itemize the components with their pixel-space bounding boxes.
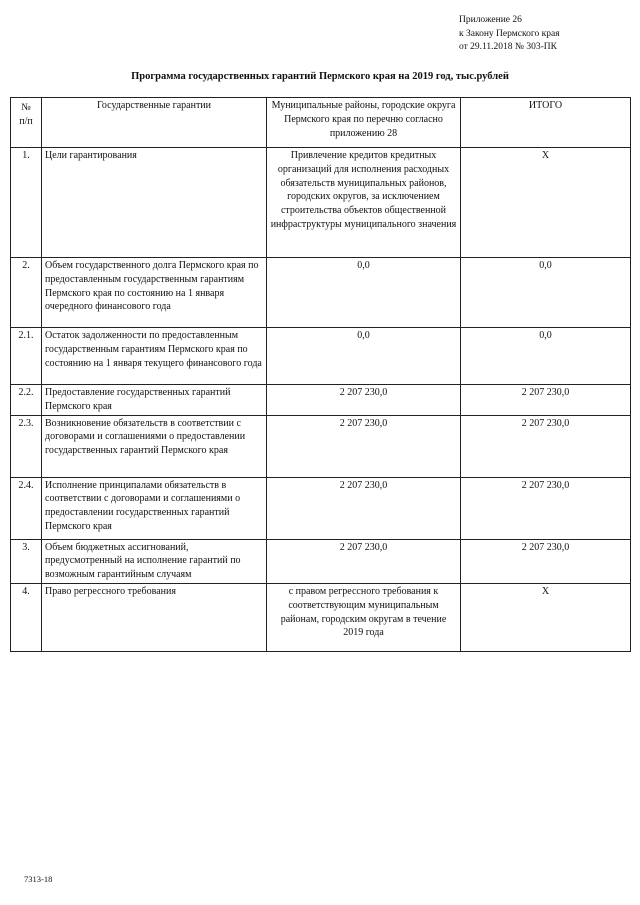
row-municipal: 2 207 230,0 bbox=[267, 539, 461, 583]
row-desc: Предоставление государственных гарантий Пермского края bbox=[42, 385, 267, 416]
table-row bbox=[11, 583, 631, 651]
row-total: Х bbox=[461, 583, 631, 651]
row-desc: Объем государственного долга Пермского края по предоставленным государственным гарантиям Пермского края по состоянию на 1 января очередного финансового года bbox=[42, 258, 267, 328]
row-municipal: 0,0 bbox=[267, 258, 461, 328]
table-row bbox=[11, 148, 631, 258]
table-row bbox=[11, 385, 631, 416]
row-total: 0,0 bbox=[461, 258, 631, 328]
appendix-line-1: Приложение 26 bbox=[459, 15, 522, 25]
row-num: 2.3. bbox=[11, 415, 42, 477]
row-total: 2 207 230,0 bbox=[461, 477, 631, 539]
row-municipal: 0,0 bbox=[267, 328, 461, 385]
document-code: 7313-18 bbox=[24, 874, 53, 884]
row-municipal: 2 207 230,0 bbox=[267, 415, 461, 477]
row-num: 1. bbox=[11, 148, 42, 258]
row-num: 4. bbox=[11, 583, 42, 651]
header-num: № п/п bbox=[11, 98, 42, 148]
header-total: ИТОГО bbox=[461, 98, 631, 148]
row-total: Х bbox=[461, 148, 631, 258]
row-total: 0,0 bbox=[461, 328, 631, 385]
row-desc: Возникновение обязательств в соответствии с договорами и соглашениями о предоставлении государственных гарантий Пермского края bbox=[42, 415, 267, 477]
table-row bbox=[11, 258, 631, 328]
row-num: 2.1. bbox=[11, 328, 42, 385]
row-desc: Право регрессного требования bbox=[42, 583, 267, 651]
table-row bbox=[11, 477, 631, 539]
row-total: 2 207 230,0 bbox=[461, 415, 631, 477]
row-desc: Объем бюджетных ассигнований, предусмотренный на исполнение гарантий по возможным гарантийным случаям bbox=[42, 539, 267, 583]
appendix-line-2: к Закону Пермского края bbox=[459, 28, 560, 39]
row-municipal: 2 207 230,0 bbox=[267, 385, 461, 416]
row-num: 2.2. bbox=[11, 385, 42, 416]
header-guarantees: Государственные гарантии bbox=[42, 98, 267, 148]
row-desc: Исполнение принципалами обязательств в соответствии с договорами и соглашениями о предоставлении государственных гарантий Пермского края bbox=[42, 477, 267, 539]
guarantees-table bbox=[10, 97, 631, 652]
table-header-row bbox=[11, 98, 631, 148]
row-total: 2 207 230,0 bbox=[461, 539, 631, 583]
row-municipal: 2 207 230,0 bbox=[267, 477, 461, 539]
row-total: 2 207 230,0 bbox=[461, 385, 631, 416]
header-municipal: Муниципальные районы, городские округа Пермского края по перечню согласно приложению 28 bbox=[267, 98, 461, 148]
row-desc: Цели гарантирования bbox=[42, 148, 267, 258]
row-num: 3. bbox=[11, 539, 42, 583]
table-row bbox=[11, 328, 631, 385]
table-row bbox=[11, 415, 631, 477]
document-title: Программа государственных гарантий Пермского края на 2019 год, тыс.рублей bbox=[131, 71, 509, 82]
row-municipal: Привлечение кредитов кредитных организаций для исполнения расходных обязательств муниципальных районов, городских округов, за исключением строительства объектов общественной инфраструктуры муниципального значения bbox=[267, 148, 461, 258]
appendix-reference bbox=[459, 14, 560, 55]
row-desc: Остаток задолженности по предоставленным государственным гарантиям Пермского края по состоянию на 1 января текущего финансового года bbox=[42, 328, 267, 385]
appendix-line-3: от 29.11.2018 № 303-ПК bbox=[459, 42, 557, 52]
row-num: 2.4. bbox=[11, 477, 42, 539]
table-row bbox=[11, 539, 631, 583]
row-municipal: с правом регрессного требования к соответствующим муниципальным районам, городским округам в течение 2019 года bbox=[267, 583, 461, 651]
row-num: 2. bbox=[11, 258, 42, 328]
